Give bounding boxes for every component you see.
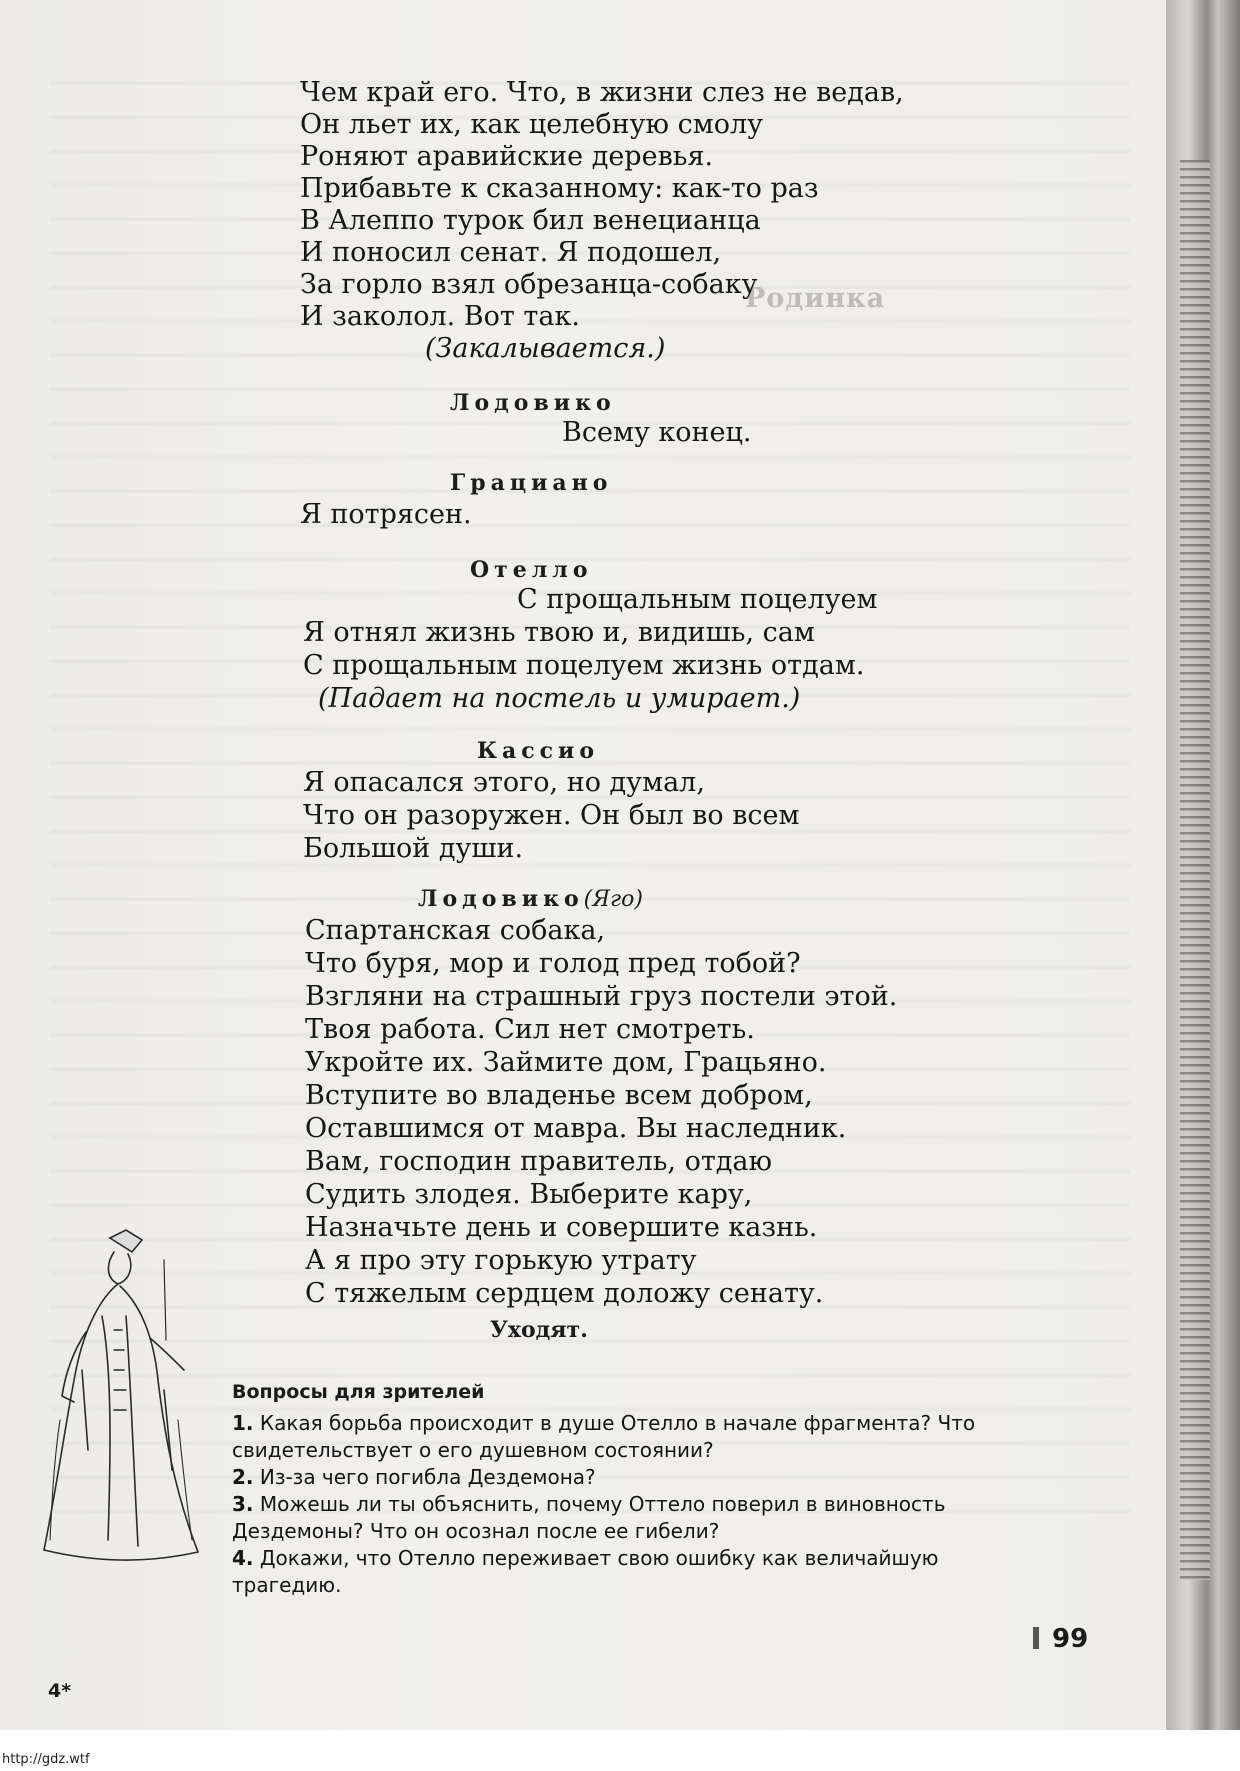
verse-line: Всему конец.: [562, 417, 752, 448]
verse-line: Я потрясен.: [300, 499, 472, 530]
verse-line: А я про эту горькую утрату: [305, 1245, 697, 1276]
verse-line: Роняют аравийские деревья.: [300, 141, 714, 172]
verse-line: И заколол. Вот так.: [300, 301, 580, 332]
verse-line: Вступите во владенье всем добром,: [305, 1080, 813, 1111]
question-number: 1.: [232, 1411, 254, 1435]
verse-line: Прибавьте к сказанному: как-то раз: [300, 173, 819, 204]
verse-line: Большой души.: [303, 833, 524, 864]
verse-line: Что он разоружен. Он был во всем: [303, 800, 800, 831]
verse-line: Вам, господин правитель, отдаю: [305, 1146, 773, 1177]
question-text: Из-за чего погибла Дездемона?: [253, 1465, 596, 1489]
question-line: [232, 1491, 945, 1517]
speaker-name: Отелло: [470, 557, 593, 583]
question-text: Докажи, что Отелло переживает свою ошибку как величайшую: [253, 1546, 939, 1570]
page-number: 99: [1052, 1624, 1089, 1654]
verse-line: С тяжелым сердцем доложу сенату.: [305, 1278, 824, 1309]
page-number-mark: [1033, 1627, 1039, 1649]
stage-direction: (Падает на постель и умирает.): [318, 683, 801, 714]
verse-line: Укройте их. Займите дом, Грацьяно.: [305, 1047, 827, 1078]
exit-direction: Уходят.: [490, 1317, 588, 1343]
verse-line: Что буря, мор и голод пред тобой?: [305, 948, 801, 979]
costume-figure-illustration: [14, 1220, 214, 1580]
bleed-through-title: Родинка: [745, 283, 886, 314]
question-number: 3.: [232, 1492, 254, 1516]
page-edges: [1180, 160, 1210, 1580]
scan-margin: [0, 1730, 1240, 1771]
verse-line: Твоя работа. Сил нет смотреть.: [305, 1014, 755, 1045]
verse-line: В Алеппо турок бил венецианца: [300, 205, 761, 236]
speaker-name: Грациано: [450, 470, 613, 496]
question-line: [232, 1410, 975, 1436]
source-watermark: http://gdz.wtf: [2, 1752, 90, 1767]
speaker-aside: (Яго): [583, 887, 643, 912]
speaker-name: [418, 886, 643, 912]
question-text: трагедию.: [232, 1573, 342, 1597]
question-line: [232, 1518, 719, 1544]
verse-line: С прощальным поцелуем: [517, 584, 878, 615]
verse-line: Назначьте день и совершите казнь.: [305, 1212, 818, 1243]
verse-line: И поносил сенат. Я подошел,: [300, 237, 722, 268]
question-number: 2.: [232, 1465, 254, 1489]
verse-line: Спартанская собака,: [305, 915, 606, 946]
speaker-name: Лодовико: [450, 390, 616, 416]
stage-direction: (Закалывается.): [425, 333, 666, 364]
questions-heading: Вопросы для зрителей: [232, 1381, 485, 1403]
printer-signature: 4*: [48, 1680, 72, 1702]
question-text: Дездемоны? Что он осознал после ее гибели?: [232, 1519, 720, 1543]
verse-line: Взгляни на страшный груз постели этой.: [305, 981, 898, 1012]
question-line: [232, 1437, 714, 1463]
question-line: [232, 1572, 341, 1598]
question-line: [232, 1464, 596, 1490]
speaker-label: Лодовико: [418, 886, 584, 912]
question-text: Какая борьба происходит в душе Отелло в начале фрагмента? Что: [253, 1411, 976, 1435]
verse-line: Чем край его. Что, в жизни слез не ведав,: [300, 77, 904, 108]
verse-line: Оставшимся от мавра. Вы наследник.: [305, 1113, 847, 1144]
verse-line: С прощальным поцелуем жизнь отдам.: [303, 650, 865, 681]
question-text: свидетельствует о его душевном состоянии?: [232, 1438, 714, 1462]
verse-line: Он льет их, как целебную смолу: [300, 109, 763, 140]
verse-line: За горло взял обрезанца-собаку: [300, 269, 758, 300]
question-line: [232, 1545, 939, 1571]
question-number: 4.: [232, 1546, 254, 1570]
verse-line: Судить злодея. Выберите кару,: [305, 1179, 753, 1210]
verse-line: Я отнял жизнь твою и, видишь, сам: [303, 617, 815, 648]
book-spine: [1166, 0, 1240, 1771]
question-text: Можешь ли ты объяснить, почему Оттело поверил в виновность: [253, 1492, 946, 1516]
verse-line: Я опасался этого, но думал,: [303, 767, 705, 798]
speaker-name: Кассио: [477, 738, 600, 764]
